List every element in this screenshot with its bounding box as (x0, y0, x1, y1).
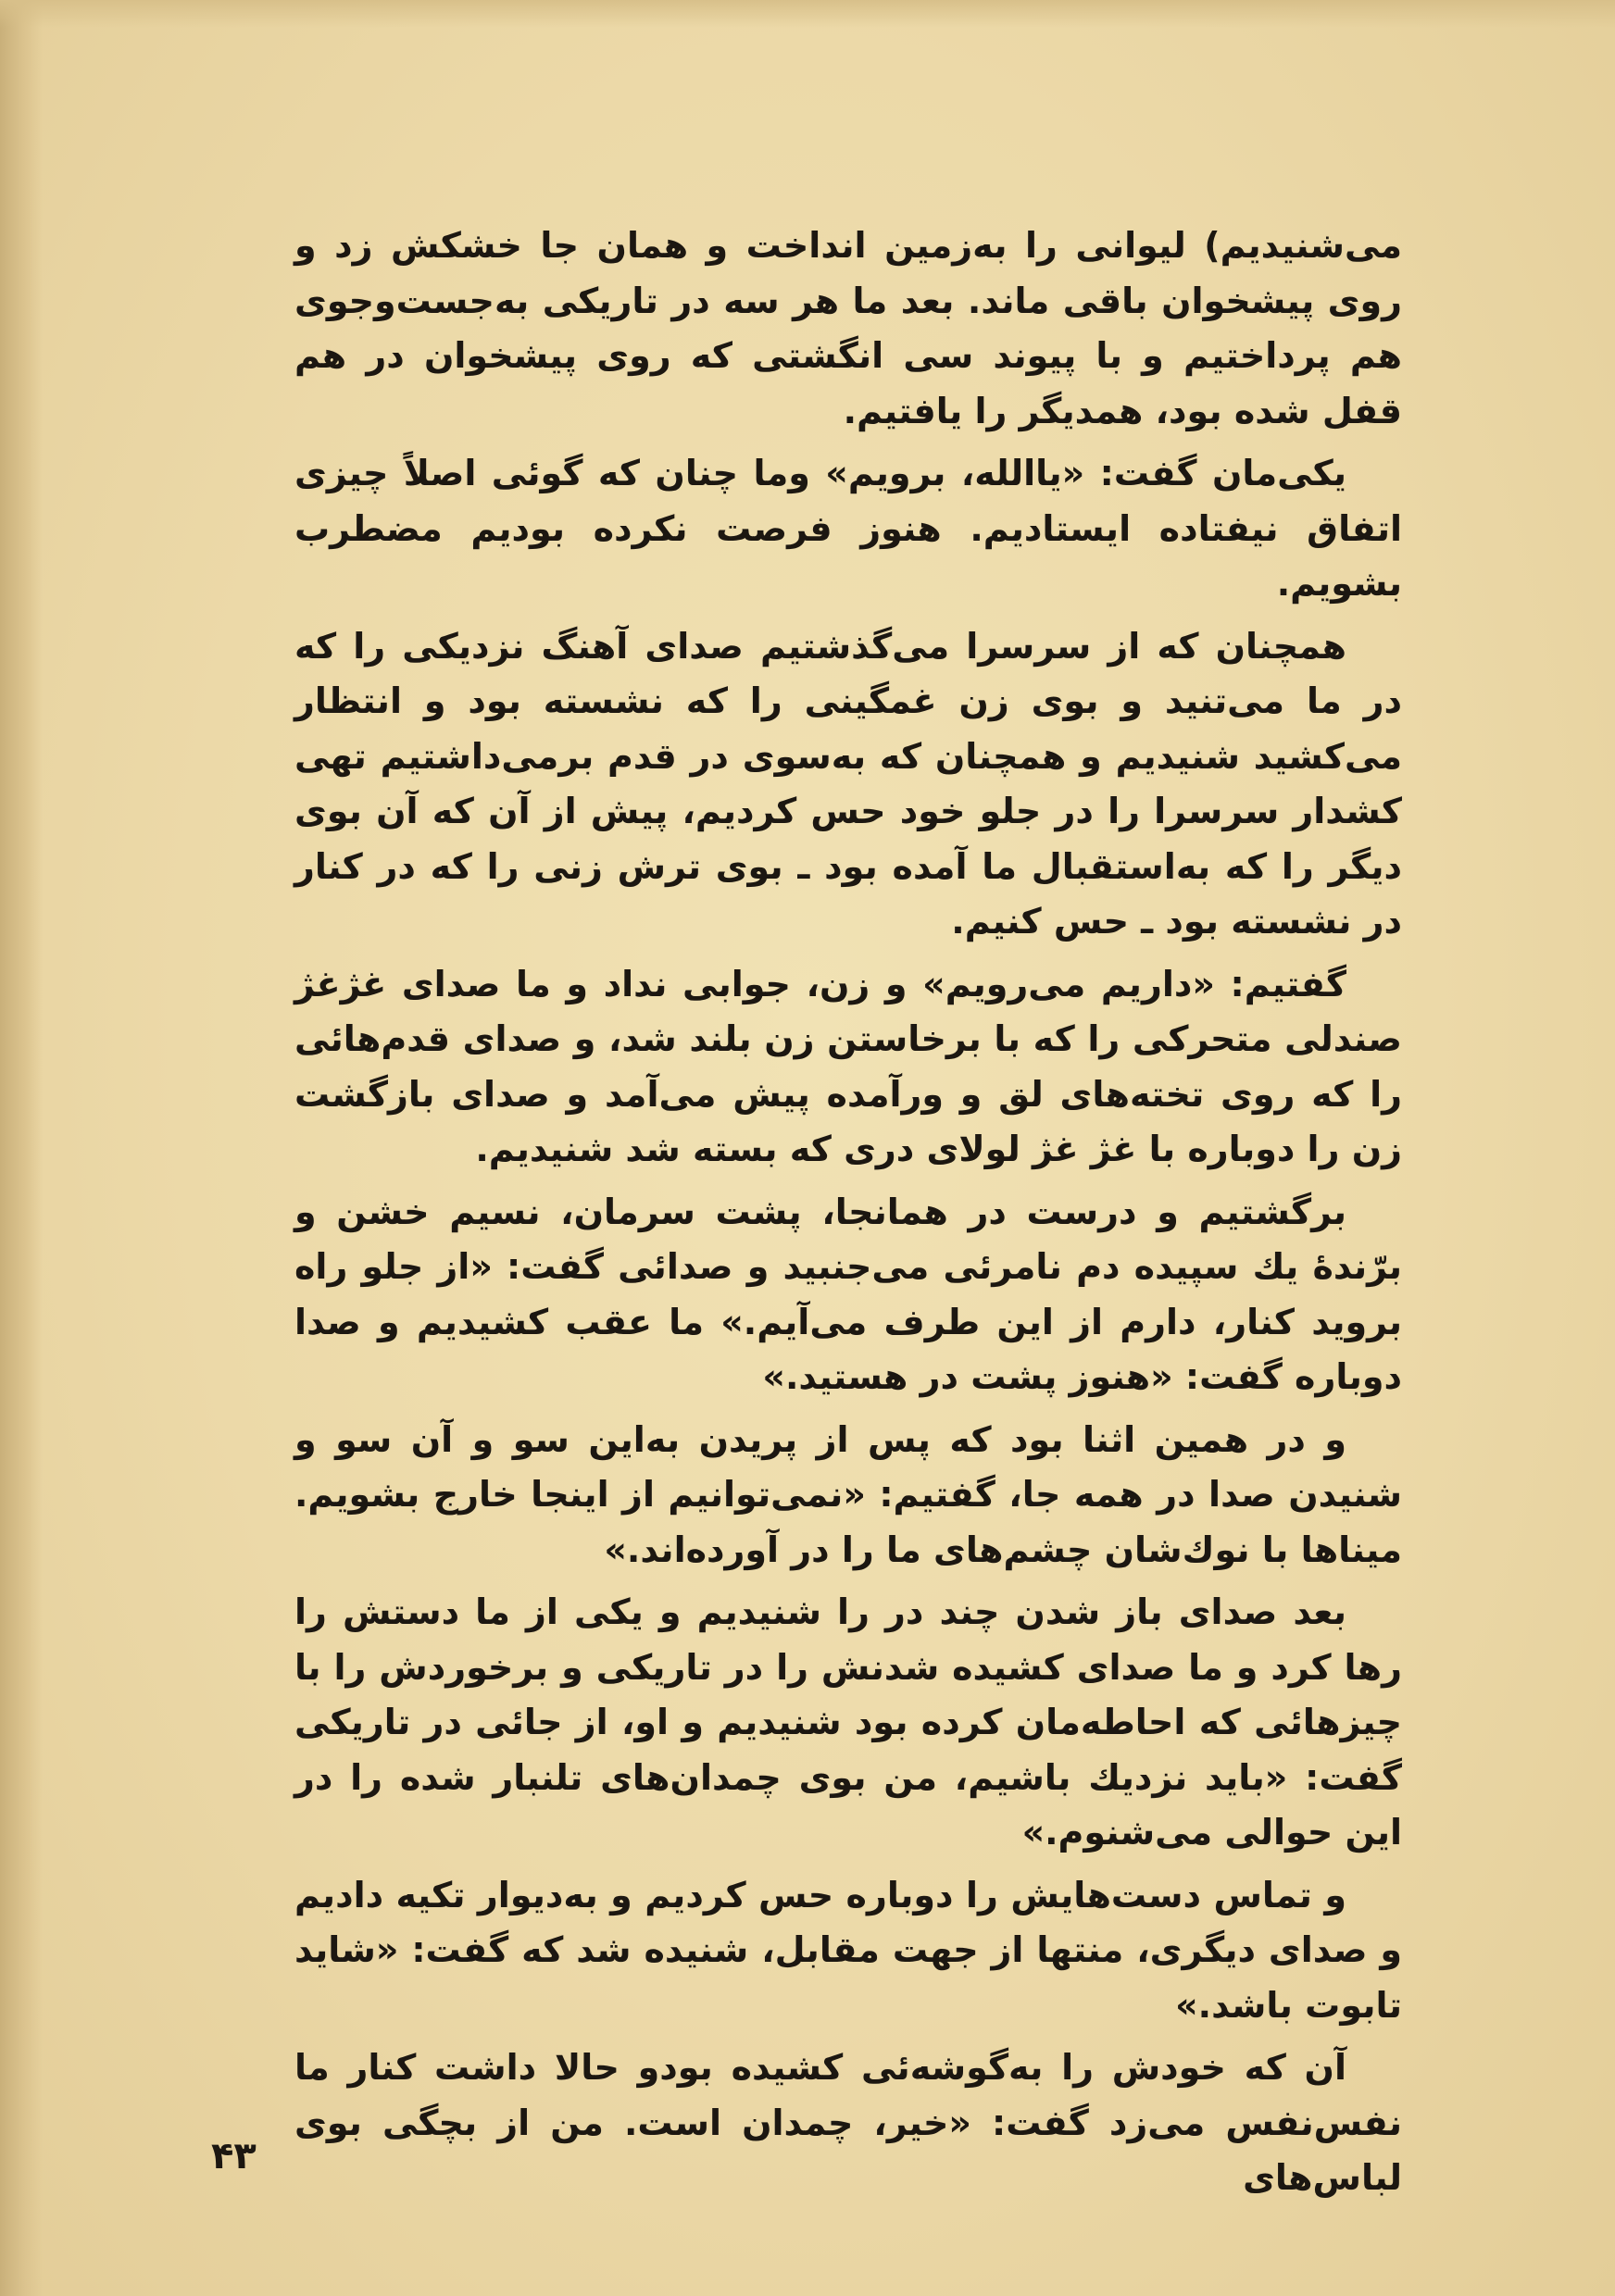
paragraph-3: همچنان که از سرسرا می‌گذشتیم صدای آهنگ نزدیکی را که در ما می‌تنید و بوی زن غمگینی را که نشسته بود و انتظار می‌کشید شنیدیم و همچنان که به‌سوی در قدم برمی‌داشتیم تهی کشدار سرسرا را در جلو خود حس کردیم، پیش از آن که آن بوی دیگر را که به‌استقبال ما آمده بود ـ بوی ترش زنی را که در کنار در نشسته بود ـ حس کنیم. (294, 625, 1402, 942)
paper-edge-top (0, 0, 1615, 28)
paper-edge-left (0, 0, 43, 2296)
paragraph-5: برگشتیم و درست در همانجا، پشت سرمان، نسیم خشن و برّندهٔ یك سپیده دم نامرئی می‌جنبید و صدائی گفت: «از جلو راه بروید کنار، دارم از این طرف می‌آیم.» ما عقب کشیدیم و صدا دوباره گفت: «هنوز پشت در هستید.» (294, 1191, 1402, 1397)
paragraph-6: و در همین اثنا بود که پس از پریدن به‌این سو و آن سو و شنیدن صدا در همه جا، گفتیم: «نمی‌توانیم از اینجا خارج بشویم. میناها با نوك‌شان چشم‌های ما را در آورده‌اند.» (294, 1418, 1402, 1570)
paragraph-2: یکی‌مان گفت: «یاالله، برویم» وما چنان که گوئی اصلاً چیزی اتفاق نیفتاده ایستادیم. هنوز فرصت نکرده بودیم مضطرب بشویم. (294, 453, 1402, 604)
paragraph-4: گفتیم: «داریم می‌رویم» و زن، جوابی نداد و ما صدای غژغژ صندلی متحرکی را که با برخاستن زن بلند شد، و صدای قدم‌هائی را که روی تخته‌های لق و ورآمده پیش می‌آمد و صدای بازگشت زن را دوباره با غژ غژ لولای دری که بسته شد شنیدیم. (294, 963, 1402, 1169)
page-number: ۴۳ (211, 2135, 257, 2177)
paragraph-9: آن که خودش را به‌گوشه‌ئی کشیده بودو حالا داشت کنار ما نفس‌نفس می‌زد گفت: «خیر، چمدان است. من از بچگی بوی لباس‌های (294, 2047, 1402, 2198)
paragraph-8: و تماس دست‌هایش را دوباره حس کردیم و به‌دیوار تکیه دادیم و صدای دیگری، منتها از جهت مقابل، شنیده شد که گفت: «شاید تابوت باشد.» (294, 1874, 1402, 2026)
body-text (294, 218, 1402, 2214)
show-through-header (593, 81, 1000, 119)
paragraph-7: بعد صدای باز شدن چند در را شنیدیم و یکی از ما دستش را رها کرد و ما صدای کشیده شدنش را در تاریکی و برخوردش را با چیزهائی که احاطه‌مان کرده بود شنیدیم و او، از جائی در تاریکی گفت: «باید نزدیك باشیم، من بوی چمدان‌های تلنبار شده را در این حوالی می‌شنوم.» (294, 1591, 1402, 1853)
paragraph-1: می‌شنیدیم) لیوانی را به‌زمین انداخت و همان جا خشکش زد و روی پیشخوان باقی ماند. بعد ما هر سه در تاریکی به‌جست‌وجوی هم پرداختیم و با پیوند سی انگشتی که روی پیشخوان در هم قفل شده بود، همدیگر را یافتیم. (294, 225, 1402, 431)
